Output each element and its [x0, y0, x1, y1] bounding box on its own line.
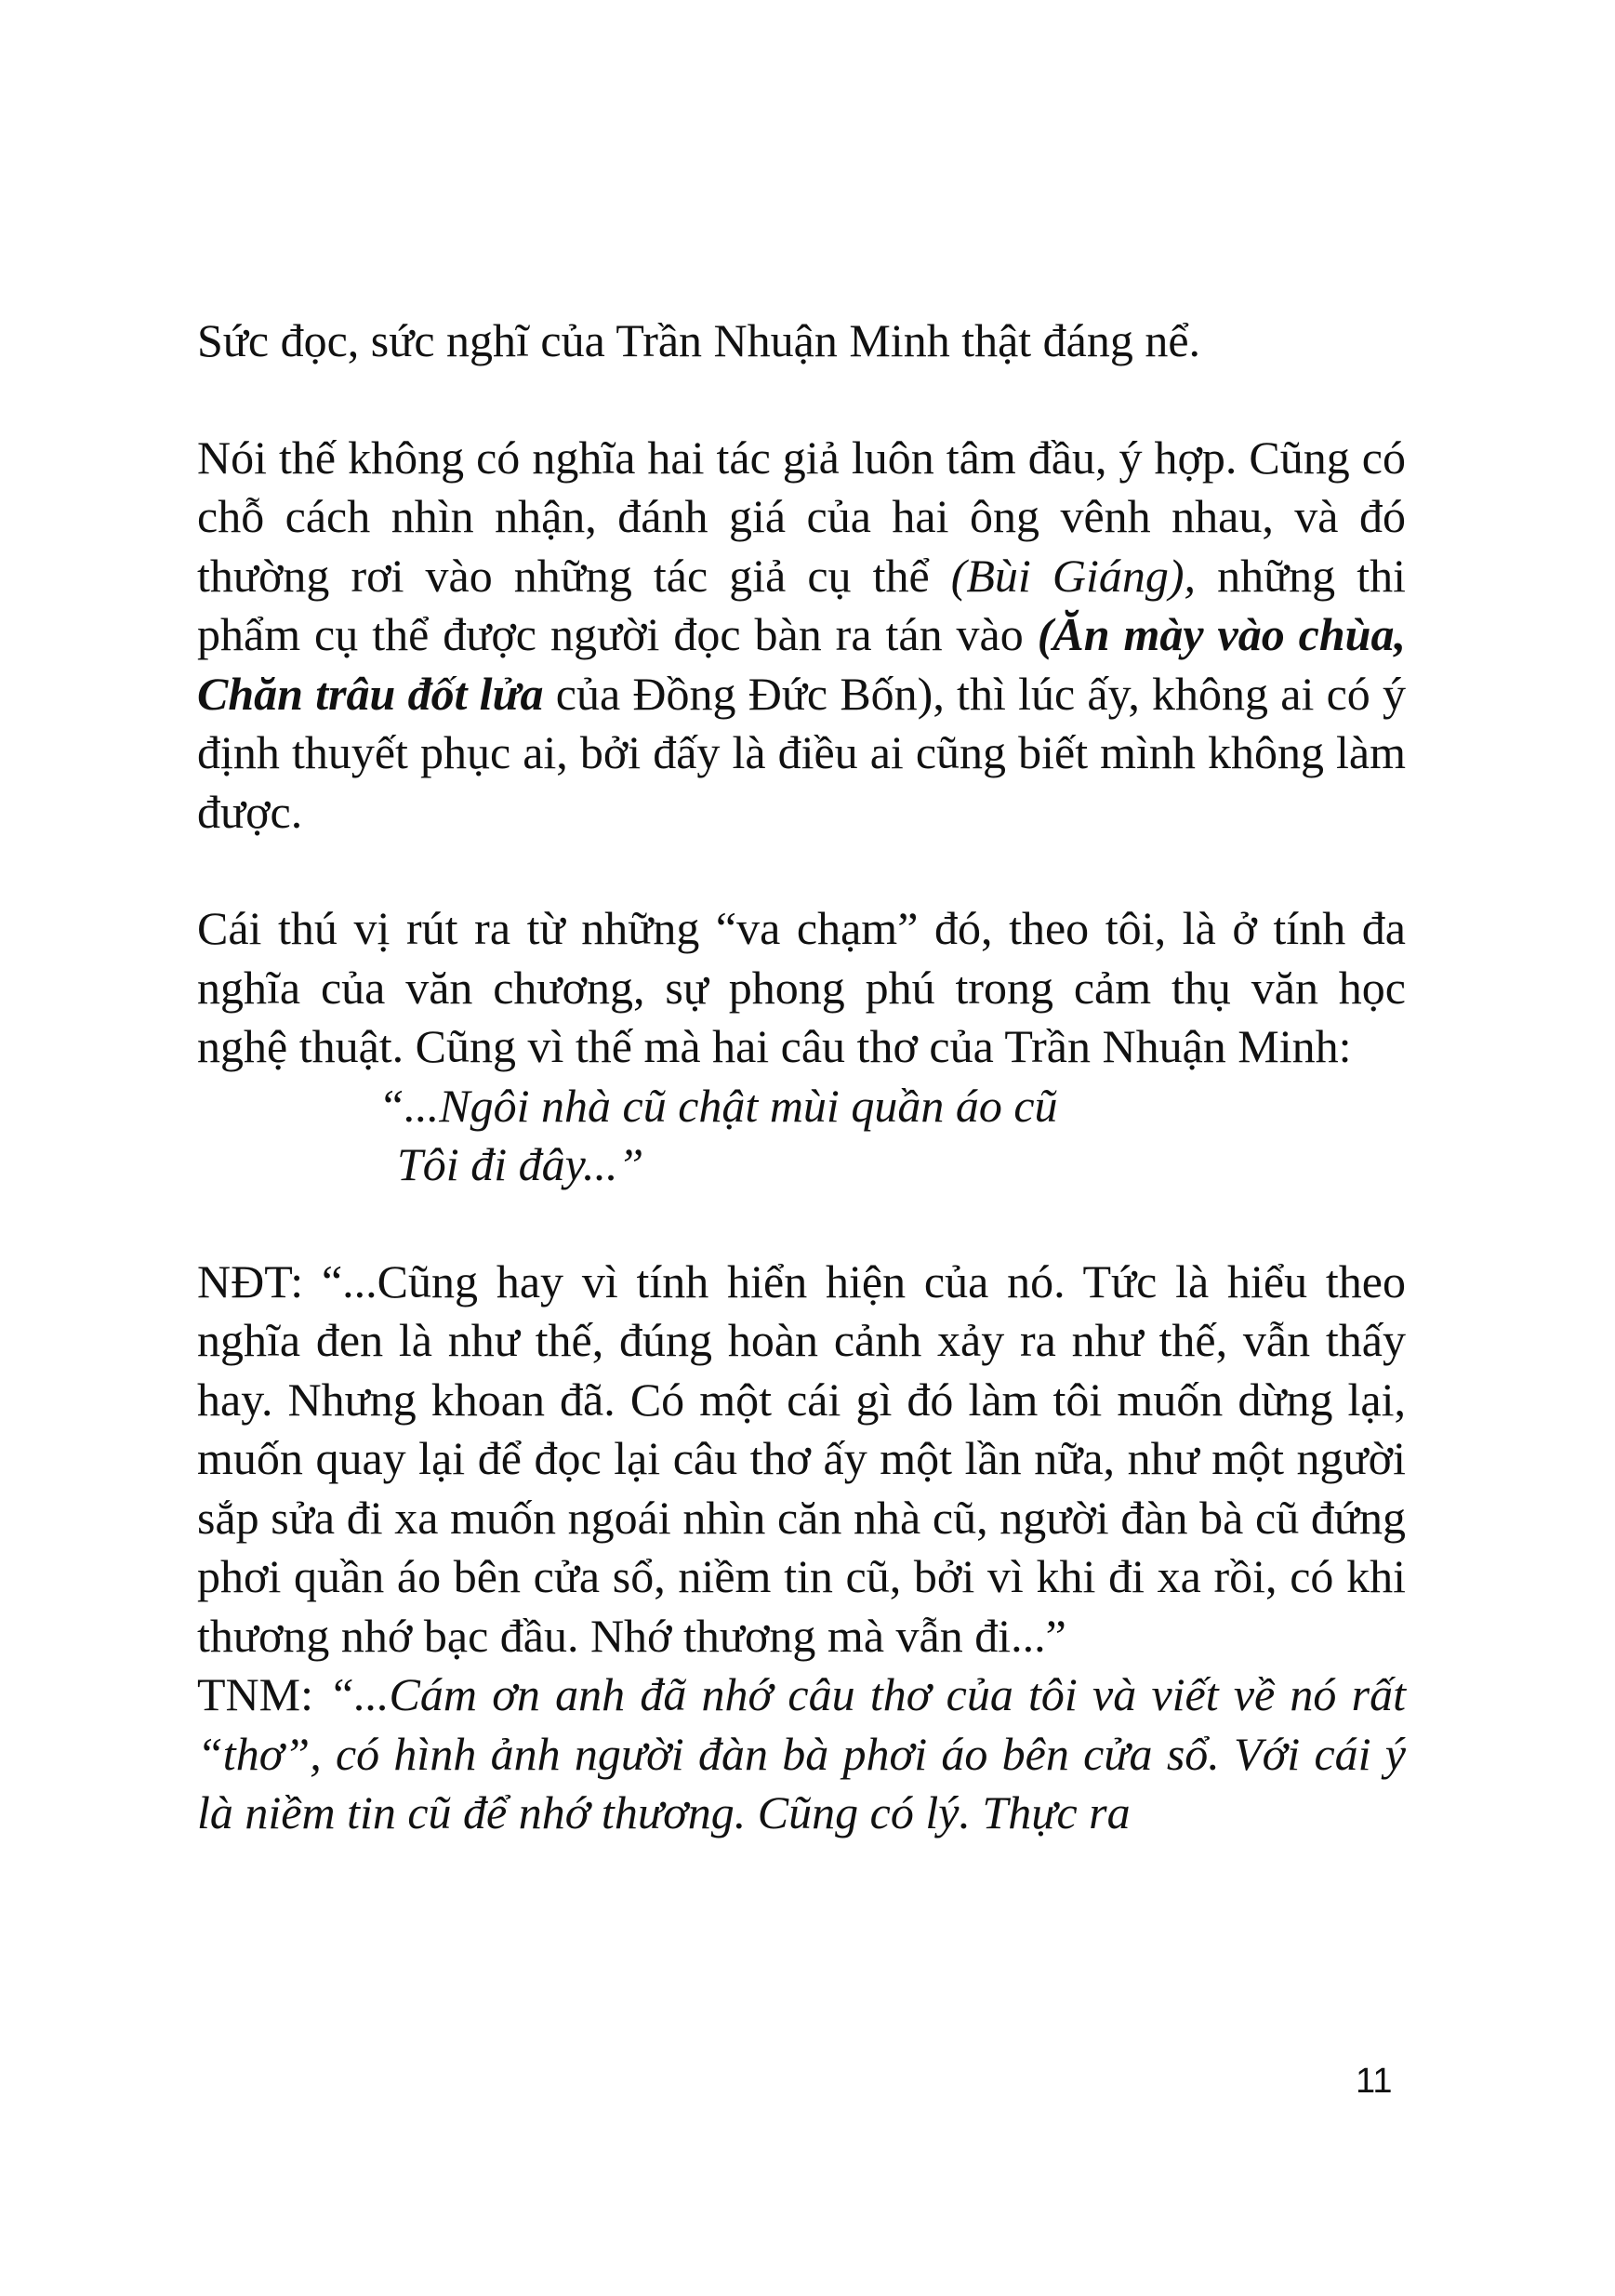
- paragraph-2: [197, 429, 1406, 843]
- paragraph-1: Sức đọc, sức nghĩ của Trần Nhuận Minh thật đáng nể.: [197, 314, 1201, 366]
- poem-line-2: Tôi đi đây...”: [397, 1138, 644, 1190]
- poem-line-1: “...Ngôi nhà cũ chật mùi quần áo cũ: [378, 1079, 1058, 1132]
- paragraph-2-text-c: những thi phẩm cụ thể được người đọc bàn ra tán vào: [197, 549, 1407, 660]
- paragraph-5: [197, 1666, 1406, 1843]
- paragraph-5-italic-reply: “...Cám ơn anh đã nhớ câu thơ của tôi và viết về nó rất “thơ”, có hình ảnh người đàn bà phơi áo bên cửa sổ. Với cái ý là niềm tin cũ để nhớ thương. Cũng có lý. Thực ra: [197, 1668, 1406, 1838]
- poem-quote: [197, 1077, 1406, 1195]
- paragraph-2-text-e: của Đồng Đức Bốn), thì lúc ấy, không ai có ý định thuyết phục ai, bởi đấy là điều ai cũng biết mình không làm được.: [197, 667, 1406, 838]
- paragraph-2-italic-author: (Bùi Giáng),: [950, 549, 1197, 602]
- paragraph-2-bold-titles: (Ăn mày vào chùa, Chăn trâu đốt lửa: [197, 608, 1406, 720]
- page-body: [197, 312, 1406, 1843]
- paragraph-2-text-a: Nói thế không có nghĩa hai tác giả luôn tâm đầu, ý hợp. Cũng có chỗ cách nhìn nhận, đánh giá của hai ông vênh nhau, và đó thường rơi vào những tác giả cụ thể: [197, 431, 1406, 602]
- paragraph-5-speaker: TNM:: [197, 1668, 329, 1720]
- page-number: 11: [1356, 2062, 1393, 2101]
- paragraph-4: NĐT: “...Cũng hay vì tính hiển hiện của nó. Tức là hiểu theo nghĩa đen là như thế, đúng hoàn cảnh xảy ra như thế, vẫn thấy hay. Nhưng khoan đã. Có một cái gì đó làm tôi muốn dừng lại, muốn quay lại để đọc lại câu thơ ấy một lần nữa, như một người sắp sửa đi xa muốn ngoái nhìn căn nhà cũ, người đàn bà cũ đứng phơi quần áo bên cửa sổ, niềm tin cũ, bởi vì khi đi xa rồi, có khi thương nhớ bạc đầu. Nhớ thương mà vẫn đi...”: [197, 1254, 1406, 1662]
- paragraph-3: Cái thú vị rút ra từ những “va chạm” đó, theo tôi, là ở tính đa nghĩa của văn chương, sự phong phú trong cảm thụ văn học nghệ thuật. Cũng vì thế mà hai câu thơ của Trần Nhuận Minh:: [197, 902, 1406, 1072]
